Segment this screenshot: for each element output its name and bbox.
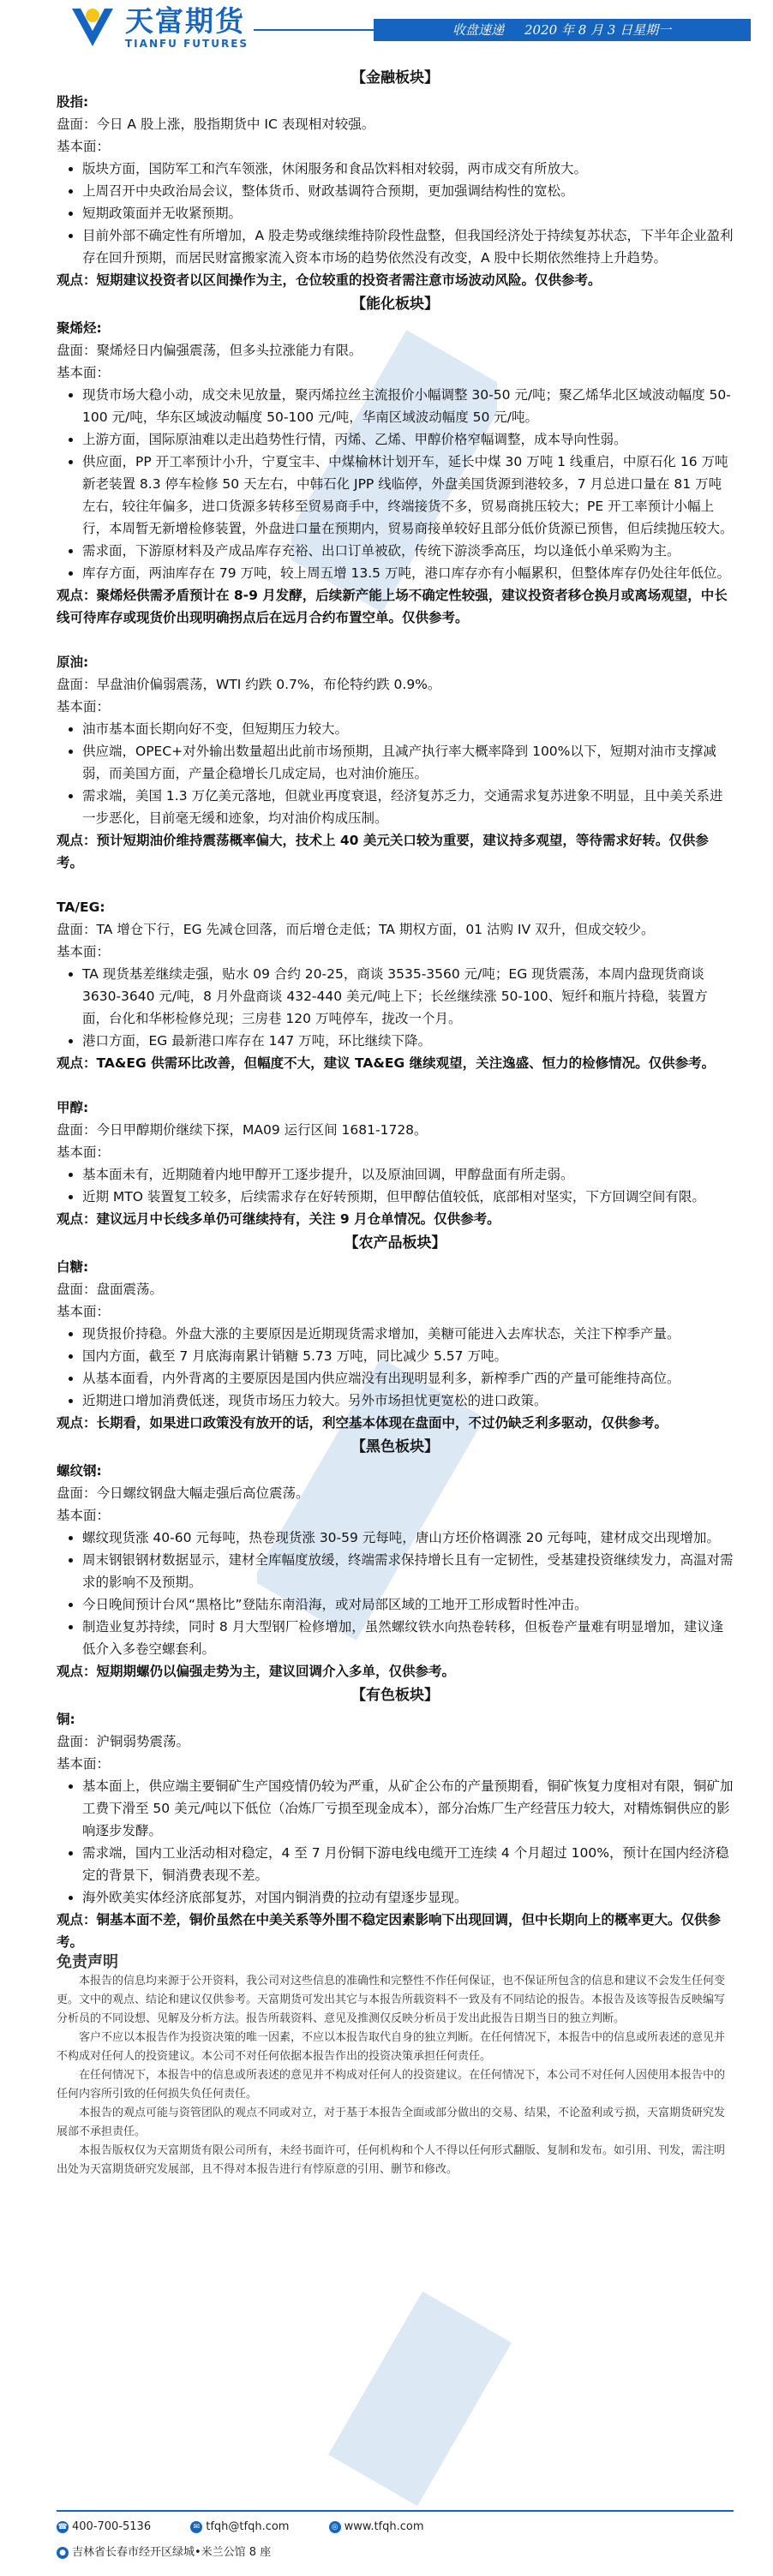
- spacer: [57, 629, 734, 651]
- list-item: • 油市基本面长期向好不变，但短期压力较大。: [82, 718, 734, 740]
- stock-basics-label: 基本面：: [57, 139, 111, 154]
- section-nonferrous-title: 【有色板块】: [351, 1687, 439, 1704]
- section-agri-title: 【农产品板块】: [344, 1234, 446, 1252]
- list-item: • 今日晚间预计台风“黑格比”登陆东南沿海，或对局部区域的工地开工形成暂时性冲击。: [82, 1593, 734, 1616]
- methanol-view: 观点：建议远月中长线多单仍可继续持有，关注 9 月仓单情况。仅供参考。: [57, 1211, 500, 1227]
- list-item: • 近期 MTO 装置复工较多，后续需求存在好转预期，但甲醇估值较低，底部相对坚实，下方回调空间有限。: [82, 1186, 734, 1208]
- list-item: • 基本面上，供应端主要铜矿生产国疫情仍较为严重，从矿企公布的产量预期看，铜矿恢复力度相对有限，铜矿加工费下滑至 50 美元/吨以下低位（冶炼厂亏损至现金成本），部分冶炼厂生产经营压力较大，对精炼铜供应的影响逐步发酵。: [82, 1775, 734, 1842]
- sugar-title: 白糖:: [57, 1259, 89, 1275]
- website-text[interactable]: www.tfqh.com: [344, 2520, 424, 2533]
- pp-points: [57, 384, 734, 584]
- list-item: • 需求面，下游原材料及产成品库存充裕、出口订单被砍，传统下游淡季高压，均以逢低小单采购为主。: [82, 540, 734, 562]
- disclaimer-paragraph: 本报告的信息均来源于公开资料，我公司对这些信息的准确性和完整性不作任何保证，也不保证所包含的信息和建议不会发生任何变更。文中的观点、结论和建议仅供参考。天富期货可发出其它与本报告所载资料不一致及有不同结论的报告。本报告及该等报告反映编写分析员的不同设想、见解及分析方法。报告所载资料、意见及推测仅反映分析员于发出此报告日期当日的独立判断。: [57, 1975, 726, 2025]
- list-item: • 短期政策面并无收紧预期。: [82, 202, 734, 224]
- section-black-title: 【黑色板块】: [351, 1438, 439, 1455]
- ta-title: TA/EG:: [57, 900, 105, 915]
- list-item: • 周末钢银钢材数据显示，建材全库幅度放缓，终端需求保持增长且有一定韧性，受基建投资继续发力，高温对需求的影响不及预期。: [82, 1549, 734, 1593]
- list-item: • 上周召开中央政治局会议，整体货币、财政基调符合预期，更加强调结构性的宽松。: [82, 180, 734, 202]
- list-item: • 需求端，美国 1.3 万亿美元落地，但就业再度衰退，经济复苏乏力，交通需求复苏进象不明显，且中美关系进一步恶化，目前毫无缓和迹象，均对油价构成压制。: [82, 785, 734, 829]
- disclaimer-paragraph: 在任何情况下，本报告中的信息或所表述的意见并不构成对任何人的投资建议。在任何情况下，本公司不对任何人因使用本报告中的任何内容所引致的任何损失负任何责任。: [57, 2069, 726, 2101]
- report-header: [0, 0, 773, 60]
- list-item: • TA 现货基差继续走强，贴水 09 合约 20-25，商谈 3535-3560 元/吨；EG 现货震荡，本周内盘现货商谈 3630-3640 元/吨，8 月外盘商谈 432-440 美元/吨上下；长丝继续涨 50-100、短纤和瓶片持稳，装置方面，台化和华彬检修兑现；三房巷 120 万吨停车，拢改一个月。: [82, 963, 734, 1030]
- stock-view: 观点：短期建议投资者以区间操作为主，仓位较重的投资者需注意市场波动风险。仅供参考。: [57, 272, 602, 288]
- list-item: • 制造业复苏持续，同时 8 月大型钢厂检修增加，虽然螺纹铁水向热卷转移，但板卷产量难有明显增加，建议逢低介入多卷空螺套利。: [82, 1616, 734, 1660]
- disclaimer: [57, 1953, 734, 2179]
- email-icon: ✉: [190, 2521, 202, 2533]
- spacer: [57, 874, 734, 896]
- brand-name-cn: 天富期货: [125, 4, 245, 38]
- methanol-points: [57, 1163, 734, 1208]
- list-item: • 现货市场大稳小动，成交未见放量，聚丙烯拉丝主流报价小幅调整 30-50 元/吨；聚乙烯华北区域波动幅度 50-100 元/吨，华东区域波动幅度 50-100 元/吨，华南区域波动幅度 50 元/吨。: [82, 384, 734, 428]
- header-divider: [254, 29, 374, 31]
- ta-points: [57, 963, 734, 1052]
- rebar-view: 观点：短期期螺仍以偏强走势为主，建议回调介入多单，仅供参考。: [57, 1664, 456, 1679]
- stock-points: [57, 158, 734, 269]
- sugar-points: [57, 1323, 734, 1412]
- list-item: • 港口方面，EG 最新港口库存在 147 万吨，环比继续下降。: [82, 1030, 734, 1052]
- stock-title: 股指:: [57, 94, 89, 110]
- location-icon: ●: [57, 2547, 69, 2559]
- pp-basics-label: 基本面：: [57, 365, 111, 380]
- sugar-market: 盘面：盘面震荡。: [57, 1282, 164, 1297]
- crude-view: 观点：预计短期油价维持震荡概率偏大，技术上 40 美元关口较为重要，建议持多观望，等待需求好转。仅供参考。: [57, 833, 709, 870]
- brand-name-en: TIANFU FUTURES: [125, 38, 249, 50]
- methanol-basics-label: 基本面：: [57, 1145, 111, 1160]
- pp-view: 观点：聚烯烃供需矛盾预计在 8-9 月发酵，后续新产能上场不确定性较强，建议投资者移仓换月或离场观望，中长线可待库存或现货价出现明确拐点后在远月合约布置空单。仅供参考。: [57, 588, 728, 625]
- footer-website[interactable]: [329, 2520, 424, 2533]
- ta-market: 盘面：TA 增仓下行，EG 先减仓回落，而后增仓走低；TA 期权方面，01 沽购 IV 双升，但成交较少。: [57, 922, 655, 937]
- disclaimer-title: 免责声明: [57, 1953, 118, 1971]
- list-item: • 螺纹现货涨 40-60 元每吨，热卷现货涨 30-59 元每吨，唐山方坯价格调涨 20 元每吨，建材成交出现增加。: [82, 1527, 734, 1549]
- pp-market: 盘面：聚烯烃日内偏强震荡，但多头拉涨能力有限。: [57, 343, 363, 358]
- crude-market: 盘面：早盘油价偏弱震荡，WTI 约跌 0.7%，布伦特约跌 0.9%。: [57, 677, 441, 692]
- copper-view: 观点：铜基本面不差，铜价虽然在中美关系等外围不稳定因素影响下出现回调，但中长期向上的概率更大。仅供参考。: [57, 1912, 722, 1950]
- globe-icon: ◎: [329, 2521, 341, 2533]
- footer-divider: [57, 2510, 734, 2512]
- section-energy-title: 【能化板块】: [351, 296, 439, 313]
- list-item: • 基本面未有，近期随着内地甲醇开工逐步提升，以及原油回调，甲醇盘面有所走弱。: [82, 1163, 734, 1186]
- footer-contacts: [57, 2520, 460, 2533]
- crude-title: 原油:: [57, 654, 89, 670]
- disclaimer-paragraph: 本报告版权仅为天富期货有限公司所有，未经书面许可，任何机构和个人不得以任何形式翻版、复制和发布。如引用、刊发，需注明出处为天富期货研究发展部，且不得对本报告进行有悖原意的引用、删节和修改。: [57, 2144, 726, 2176]
- sugar-basics-label: 基本面：: [57, 1304, 111, 1319]
- ta-basics-label: 基本面：: [57, 944, 111, 959]
- list-item: • 目前外部不确定性有所增加，A 股走势或继续维持阶段性盘整，但我国经济处于持续复苏状态，下半年企业盈利存在回升预期，而居民财富搬家流入资本市场的趋势依然没有改变，A 股中长期依然维持上升趋势。: [82, 224, 734, 269]
- copper-basics-label: 基本面：: [57, 1756, 111, 1772]
- list-item: • 国内方面，截至 7 月底海南累计销糖 5.73 万吨，同比减少 5.57 万吨。: [82, 1345, 734, 1367]
- header-band: [374, 19, 751, 41]
- list-item: • 上游方面，国际原油难以走出趋势性行情，丙烯、乙烯、甲醇价格窄幅调整，成本导向性弱。: [82, 428, 734, 451]
- copper-market: 盘面：沪铜弱势震荡。: [57, 1734, 190, 1749]
- disclaimer-paragraph: 客户不应以本报告作为投资决策的唯一因素，不应以本报告取代自身的独立判断。在任何情况下，本报告中的信息或所表述的意见并不构成对任何人的投资建议。本公司不对任何依据本报告作出的投资决策承担任何责任。: [57, 2031, 726, 2063]
- phone-icon: ☎: [57, 2522, 68, 2531]
- brand: [125, 5, 249, 50]
- section-finance-title: 【金融板块】: [351, 69, 439, 87]
- rebar-market: 盘面：今日螺纹钢盘大幅走强后高位震荡。: [57, 1485, 309, 1501]
- address-text: 吉林省长春市经开区绿城•米兰公馆 8 座: [72, 2546, 272, 2559]
- stock-market: 盘面：今日 A 股上涨，股指期货中 IC 表现相对较强。: [57, 117, 375, 132]
- copper-points: [57, 1775, 734, 1909]
- spacer: [57, 1074, 734, 1097]
- methanol-title: 甲醇:: [57, 1100, 89, 1115]
- email-text[interactable]: tfqh@tfqh.com: [206, 2520, 290, 2533]
- crude-basics-label: 基本面：: [57, 699, 111, 714]
- list-item: • 供应面，PP 开工率预计小升，宁夏宝丰、中煤榆林计划开车，延长中煤 30 万吨 1 线重启，中原石化 16 万吨新老装置 8.3 停车检修 50 天左右，中韩石化 JPP 线临停，外盘美国货源到港较多，7 月总进口量在 81 万吨左右，较往年偏多，进口货源多转移至贸易商手中，终端接货不多，贸易商挑压较大；PE 开工率预计小幅上行，本周暂无新增检修装置，外盘进口量在预期内，贸易商接单较好且部分低价货源已预售，但后续抛压较大。: [82, 451, 734, 540]
- report-name: 收盘速递: [452, 22, 505, 38]
- methanol-market: 盘面：今日甲醇期价继续下探，MA09 运行区间 1681-1728。: [57, 1122, 428, 1138]
- tianfu-logo-icon: [67, 5, 118, 50]
- footer-email[interactable]: [190, 2520, 289, 2533]
- list-item: • 版块方面，国防军工和汽车领涨，休闲服务和食品饮料相对较弱，两市成交有所放大。: [82, 158, 734, 180]
- list-item: • 从基本面看，内外背离的主要原因是国内供应端没有出现明显利多，新榨季广西的产量可能维持高位。: [82, 1367, 734, 1390]
- list-item: • 库存方面，两油库存在 79 万吨，较上周五增 13.5 万吨，港口库存亦有小幅累积，但整体库存仍处往年低位。: [82, 562, 734, 584]
- report-footer: [57, 2510, 742, 2570]
- crude-points: [57, 718, 734, 829]
- pp-title: 聚烯烃:: [57, 320, 102, 336]
- rebar-basics-label: 基本面：: [57, 1508, 111, 1523]
- ta-view: 观点：TA&EG 供需环比改善，但幅度不大，建议 TA&EG 继续观望，关注逸盛、恒力的检修情况。仅供参考。: [57, 1055, 716, 1071]
- rebar-title: 螺纹钢:: [57, 1463, 102, 1479]
- disclaimer-paragraph: 本报告的观点可能与资管团队的观点不同或对立，对于基于本报告全面或部分做出的交易、结果，不论盈利或亏损，天富期货研究发展部不承担责任。: [57, 2107, 726, 2138]
- report-content: [57, 65, 734, 2179]
- footer-address: [57, 2543, 271, 2559]
- footer-phone: [57, 2520, 151, 2533]
- list-item: • 供应端，OPEC+对外输出数量超出此前市场预期，且减产执行率大概率降到 100%以下，短期对油市支撑减弱，而美国方面，产量企稳增长几成定局，也对油价施压。: [82, 740, 734, 785]
- list-item: • 海外欧美实体经济底部复苏，对国内铜消费的拉动有望逐步显现。: [82, 1886, 734, 1909]
- rebar-points: [57, 1527, 734, 1660]
- report-date: 2020 年 8 月 3 日星期一: [524, 22, 672, 38]
- sugar-view: 观点：长期看，如果进口政策没有放开的话，利空基本体现在盘面中，不过仍缺乏利多驱动，仅供参考。: [57, 1415, 668, 1431]
- copper-title: 铜:: [57, 1712, 75, 1727]
- list-item: • 需求端，国内工业活动相对稳定，4 至 7 月份铜下游电线电缆开工连续 4 个月超过 100%，预计在国内经济稳定的背景下，铜消费表现不差。: [82, 1842, 734, 1886]
- phone-text: 400-700-5136: [72, 2520, 152, 2533]
- watermark-logo-icon: [326, 2287, 514, 2510]
- list-item: • 现货报价持稳。外盘大涨的主要原因是近期现货需求增加，美糖可能进入去库状态，关注下榨季产量。: [82, 1323, 734, 1345]
- list-item: • 近期进口增加消费低迷，现货市场压力较大。另外市场担忧更宽松的进口政策。: [82, 1390, 734, 1412]
